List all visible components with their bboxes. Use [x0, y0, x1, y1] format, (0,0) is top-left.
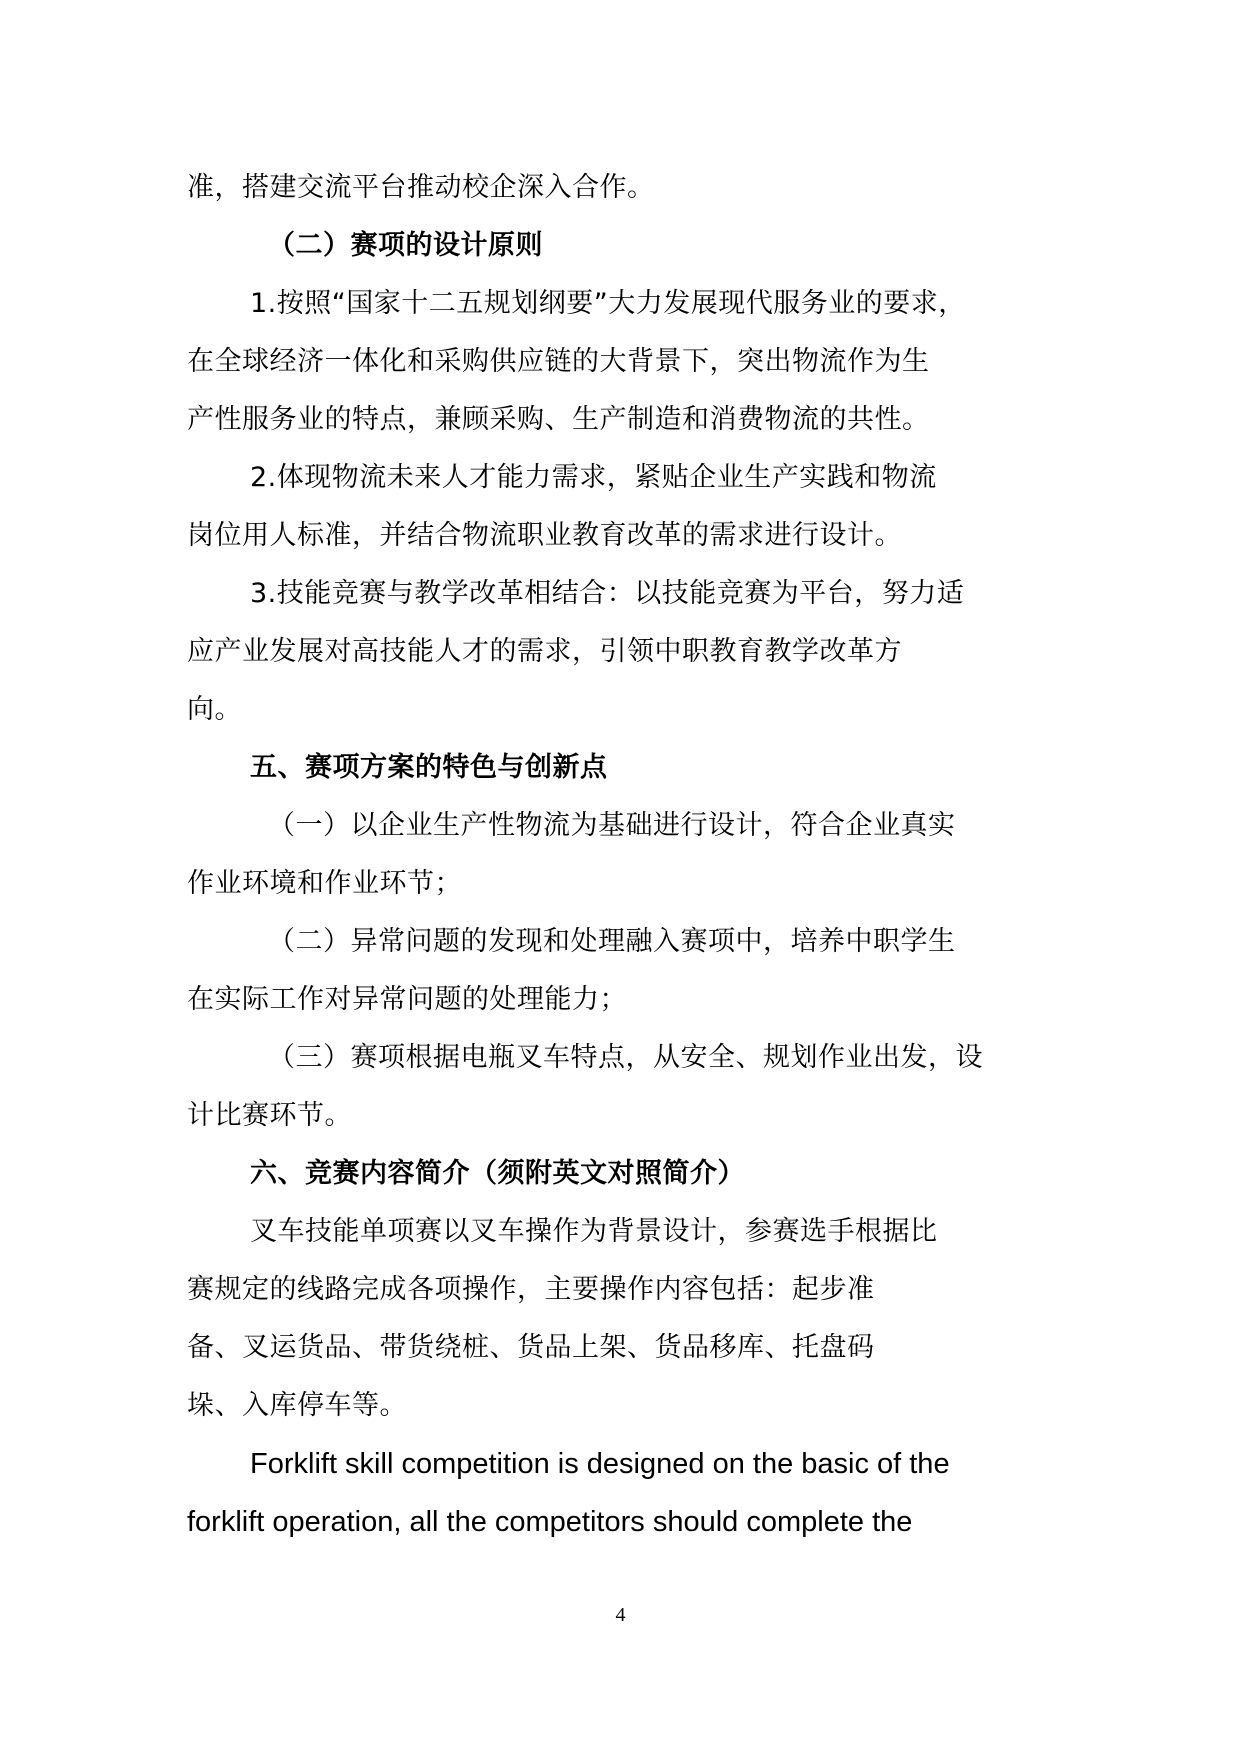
paragraph-line: 应产业发展对高技能人才的需求，引领中职教育教学改革方	[187, 636, 902, 667]
paragraph-line: 计比赛环节。	[187, 1100, 352, 1131]
section-heading: 六、竞赛内容简介（须附英文对照简介）	[250, 1158, 745, 1189]
paragraph-line: （二）异常问题的发现和处理融入赛项中，培养中职学生	[268, 926, 956, 957]
english-paragraph-line: forklift operation, all the competitors should complete the	[187, 1506, 913, 1538]
paragraph-line: 2.体现物流未来人才能力需求，紧贴企业生产实践和物流	[250, 462, 937, 493]
paragraph-line: 1.按照“国家十二五规划纲要”大力发展现代服务业的要求，	[250, 288, 966, 319]
paragraph-line: （三）赛项根据电瓶叉车特点，从安全、规划作业出发，设	[268, 1042, 983, 1073]
paragraph-line: 在全球经济一体化和采购供应链的大背景下，突出物流作为生	[187, 346, 930, 377]
paragraph-line: 准，搭建交流平台推动校企深入合作。	[187, 172, 655, 203]
section-subheading: （二）赛项的设计原则	[268, 230, 543, 261]
section-heading: 五、赛项方案的特色与创新点	[250, 752, 608, 783]
paragraph-line: 备、叉运货品、带货绕桩、货品上架、货品移库、托盘码	[187, 1332, 875, 1363]
paragraph-line: 产性服务业的特点，兼顾采购、生产制造和消费物流的共性。	[187, 404, 930, 435]
paragraph-line: 作业环境和作业环节；	[187, 868, 462, 899]
paragraph-line: 叉车技能单项赛以叉车操作为背景设计，参赛选手根据比	[250, 1216, 938, 1247]
paragraph-line: 赛规定的线路完成各项操作，主要操作内容包括：起步准	[187, 1274, 875, 1305]
paragraph-line: （一）以企业生产性物流为基础进行设计，符合企业真实	[268, 810, 956, 841]
paragraph-line: 岗位用人标准，并结合物流职业教育改革的需求进行设计。	[187, 520, 902, 551]
paragraph-line: 垛、入库停车等。	[187, 1390, 407, 1421]
english-paragraph-line: Forklift skill competition is designed on the basic of the	[250, 1448, 950, 1480]
paragraph-line: 3.技能竞赛与教学改革相结合：以技能竞赛为平台，努力适	[250, 578, 965, 609]
paragraph-line: 向。	[187, 694, 242, 725]
paragraph-line: 在实际工作对异常问题的处理能力；	[187, 984, 627, 1015]
page-number: 4	[615, 1604, 626, 1626]
